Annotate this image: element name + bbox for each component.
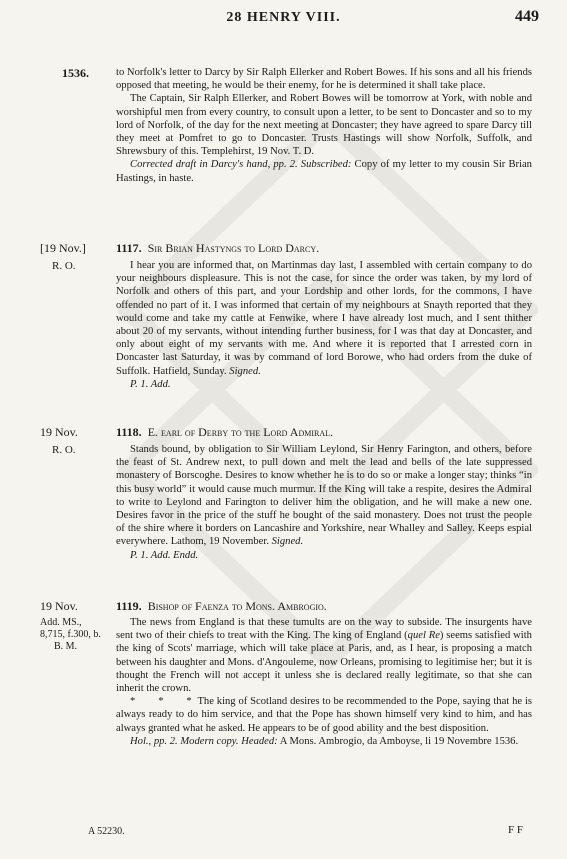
entry-heading — [116, 241, 532, 256]
italic-phrase: quel Re — [407, 630, 440, 642]
entry-heading — [116, 425, 532, 440]
source-ref: R. O. — [52, 260, 76, 272]
note-italic: Corrected draft in Darcy's hand, pp. 2. Subscribed: — [130, 159, 352, 171]
omission-asterisks: * * * — [130, 696, 192, 708]
paragraph-text: The king of Scotland desires to be recommended to the Pope, saying that he is always ready to do him service, and that the Pope has shown himself very kind to him, and has always granted what he asked. He appears to be of good ability and the best disposition. — [116, 696, 533, 734]
paragraph-text: Stands bound, by obligation to Sir William Leylond, Sir Henry Farington, and others, before the feast of St. Andrew next, to pull down and melt the lead and bells of the late suppressed monastery of Borscoghe. Desires to know whether he is to do so or make a longer stay; thinks “in this busy world” it would cause much murmur. If the King will take a respite, desires the Admiral to write to Leylond and Farington to deliver him the obligation, and he will make a new one. Desires favor in the price of the stuff he bought of the said monastery. Does not trust the people of the shire where it borders on Lancashire and Yorkshire, near Whalley and Salley. Keeps espial everywhere. Lathom, 19 November. — [116, 444, 532, 548]
entry-date: 19 Nov. — [40, 425, 78, 439]
entry-1117-body — [116, 259, 532, 391]
entry-date: 19 Nov. — [40, 599, 78, 613]
entry-title: earl of Derby to the Lord Admiral. — [161, 425, 333, 439]
entry-number: 1119. — [116, 599, 142, 613]
note-roman: Copy of my letter to my cousin Sir Brian Hastings, in haste. — [116, 159, 532, 184]
source-ref: R. O. — [52, 444, 76, 456]
paragraph: The Captain, Sir Ralph Ellerker, and Robert Bowes will be tomorrow at York, with noble and worshipful men from every country, to consult upon a letter, to be sent to Doncaster and so to my lord of Norfolk, of the day for the next meeting at Doncaster; they have agreed to spare Darcy till they meet at Pomfret to go to Doncaster. Trusts Hastings will show Norfolk, Suffolk, and Shrewsbury of this. Templehirst, 19 Nov. T. D. — [116, 93, 532, 158]
entry-1119-body — [116, 616, 532, 748]
paragraph-text: I hear you are informed that, on Martinmas day last, I assembled with certain company to do your neighbours displeasure. This is not the case, for since the order was taken, by my lord of Norfolk and others of this part, and your Lordship and other lords, for the commons, I have offended no part of it. I was informed that certain of my neighbours at Snayth reported that they would come and take my cattle at Fenwike, where I have already lost much, and I sent thither about 20 of my servants, without intending further business, for I was that day at Doncaster, and only about eight of my servants with me. And where it is reported that I arrested corn in Doncaster last Saturday, it was by command of lord Borowe, who had orders from the duke of Suffolk. Hatfield, Sunday. — [116, 260, 532, 377]
entry-number: 1117. — [116, 241, 142, 255]
footer-signature-mark: F F — [508, 824, 523, 836]
entry-date: [19 Nov.] — [40, 241, 86, 255]
entry-title: Sir Brian Hastyngs to Lord Darcy. — [147, 241, 320, 255]
entry-title-prefix: E. — [147, 425, 162, 439]
entry-note: P. 1. Add. Endd. — [130, 549, 199, 561]
entry-note — [116, 158, 532, 184]
source-ref — [40, 617, 110, 653]
entry-note — [116, 735, 532, 748]
source-line: 8,715, f.300, b. — [40, 629, 101, 640]
paragraph — [116, 695, 532, 735]
signed-mark: Signed. — [271, 536, 304, 548]
entry-note: P. 1. Add. — [130, 378, 171, 390]
note-italic: Hol., pp. 2. Modern copy. Headed: — [130, 735, 278, 747]
entry-1116-continuation — [116, 66, 532, 185]
page-number: 449 — [515, 8, 539, 25]
entry-number: 1118. — [116, 425, 142, 439]
entry-title: Bishop of Faenza to Mons. Ambrogio. — [147, 599, 327, 613]
margin-year: 1536. — [62, 66, 89, 80]
paragraph-text: ) seems satisfied with the king of Scots' marriage, which will take place at Paris, and, as I hear, is proposing a match between his daughter and Mons. d'Angouleme, now Orleans, promising to legitimise her; but it is thought the French will not accept it unless she is declared really legitimate, so that she can inherit the crown. — [116, 630, 532, 695]
signed-mark: Signed. — [229, 365, 261, 377]
paragraph — [116, 259, 532, 378]
footer-printer-mark: A 52230. — [88, 826, 125, 837]
paragraph — [116, 443, 532, 549]
entry-1118-body — [116, 443, 532, 562]
running-header: 28 HENRY VIII. — [226, 10, 341, 25]
paragraph: to Norfolk's letter to Darcy by Sir Ralph Ellerker and Robert Bowes. If his sons and all his friends opposed that meeting, he would be their enemy, for he is determined it shall take place. — [116, 67, 532, 92]
source-line: B. M. — [54, 641, 78, 652]
entry-heading — [116, 599, 532, 614]
paragraph — [116, 616, 532, 695]
paragraph-text: The news from England is that these tumults are on the way to subside. The insurgents have sent two of their chiefs to treat with the King. The king of England ( — [116, 617, 532, 642]
source-line: Add. MS., — [40, 617, 82, 628]
note-roman: A Mons. Ambrogio, da Amboyse, li 19 Novembre 1536. — [277, 735, 519, 747]
